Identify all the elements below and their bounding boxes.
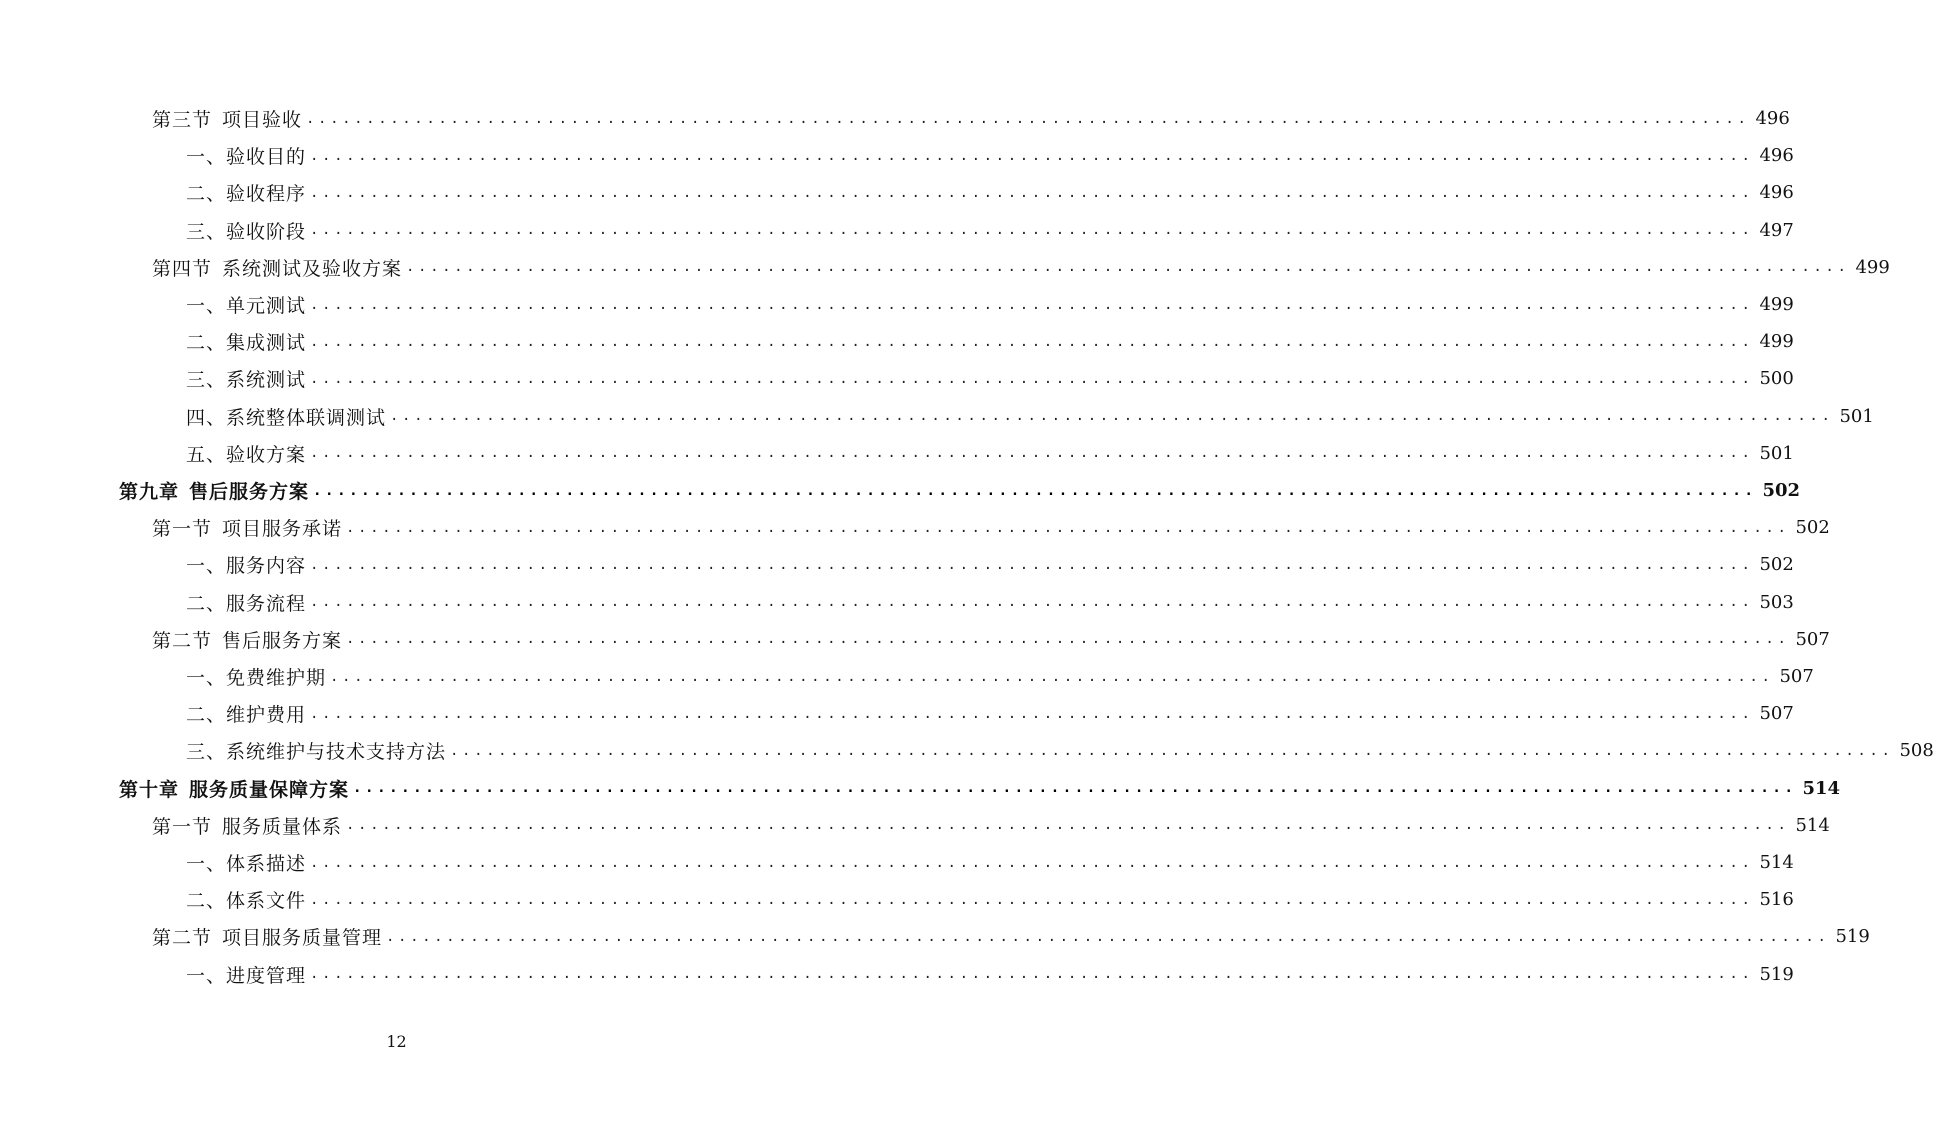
toc-entry-page: 507	[1795, 628, 1830, 650]
toc-entry-page: 502	[1795, 517, 1830, 539]
toc-entry-subsection[interactable]	[186, 546, 1794, 583]
toc-entry-number: 一、	[186, 667, 227, 689]
toc-entry-text: 验收方案	[226, 443, 307, 466]
toc-entry-page: 499	[1759, 331, 1794, 353]
toc-entry-page: 516	[1759, 889, 1794, 911]
toc-entry-number: 第一节	[152, 815, 213, 838]
toc-entry-subsection[interactable]	[186, 881, 1794, 918]
toc-entry-number: 一、	[186, 964, 227, 987]
toc-entry-text: 单元测试	[226, 295, 307, 317]
toc-entry-section[interactable]	[152, 100, 1790, 137]
toc-entry-subsection[interactable]	[186, 323, 1794, 360]
toc-entry-title	[186, 886, 306, 913]
toc-entry-subsection[interactable]	[186, 732, 1934, 769]
toc-entry-text: 项目验收	[222, 109, 303, 131]
dot-leader: ........................................................................................................................	[310, 184, 1754, 201]
dot-leader: ........................................................................................................................	[310, 556, 1754, 573]
toc-entry-page: 514	[1759, 852, 1794, 873]
toc-entry-page: 503	[1759, 591, 1794, 613]
dot-leader: ........................................................................................................................	[353, 780, 1797, 797]
toc-entry-number: 二、	[186, 332, 227, 355]
toc-entry-title	[186, 291, 306, 318]
toc-entry-number: 二、	[186, 890, 227, 913]
toc-entry-page: 496	[1759, 145, 1794, 167]
toc-entry-title	[186, 179, 306, 206]
toc-entry-title	[186, 365, 306, 392]
toc-entry-chapter[interactable]	[119, 770, 1841, 807]
toc-entry-page: 502	[1762, 480, 1801, 501]
toc-entry-title	[186, 328, 306, 355]
toc-entry-text: 集成测试	[226, 332, 307, 355]
page-number: 12	[386, 1032, 407, 1051]
toc-entry-subsection[interactable]	[186, 212, 1794, 249]
dot-leader: ........................................................................................................................	[310, 891, 1754, 908]
dot-leader: ........................................................................................................................	[330, 668, 1774, 685]
toc-entry-title	[186, 142, 306, 169]
toc-entry-text: 售后服务方案	[222, 629, 343, 652]
toc-entry-number: 一、	[186, 295, 227, 317]
toc-entry-page: 499	[1759, 294, 1794, 315]
toc-entry-subsection[interactable]	[186, 584, 1794, 621]
toc-entry-page: 496	[1759, 182, 1794, 204]
toc-entry-title	[186, 440, 306, 467]
toc-entry-number: 三、	[186, 220, 227, 243]
toc-entry-title	[152, 923, 382, 950]
toc-entry-title	[186, 961, 306, 988]
toc-entry-number: 第一节	[152, 518, 213, 541]
toc-entry-page: 514	[1802, 777, 1841, 799]
toc-entry-text: 服务质量体系	[222, 815, 343, 838]
dot-leader: ........................................................................................................................	[306, 110, 1750, 127]
toc-entry-text: 项目服务质量管理	[222, 927, 383, 950]
toc-entry-subsection[interactable]	[186, 360, 1794, 397]
toc-entry-page: 501	[1839, 405, 1874, 427]
toc-entry-number: 三、	[186, 741, 227, 764]
toc-entry-title	[186, 663, 326, 690]
dot-leader: ........................................................................................................................	[310, 854, 1754, 871]
toc-entry-subsection[interactable]	[186, 658, 1814, 695]
toc-entry-page: 501	[1759, 442, 1794, 464]
toc-entry-text: 进度管理	[226, 964, 307, 987]
toc-entry-title	[119, 775, 349, 802]
toc-entry-number: 第三节	[152, 109, 213, 131]
toc-entry-text: 体系文件	[226, 890, 307, 913]
toc-entry-page: 502	[1759, 554, 1794, 576]
toc-entry-title	[119, 477, 309, 504]
toc-entry-page: 508	[1899, 740, 1934, 762]
toc-entry-chapter[interactable]	[119, 472, 1801, 509]
dot-leader: ........................................................................................................................	[310, 966, 1754, 983]
toc-entry-number: 二、	[186, 704, 227, 727]
toc-entry-number: 二、	[186, 592, 227, 615]
toc-entry-title	[152, 105, 302, 132]
toc-entry-title	[186, 849, 306, 876]
toc-entry-title	[186, 700, 306, 727]
toc-entry-subsection[interactable]	[186, 398, 1874, 435]
toc-entry-section[interactable]	[152, 249, 1890, 286]
toc-entry-text: 项目服务承诺	[222, 518, 343, 541]
dot-leader: ........................................................................................................................	[310, 594, 1754, 611]
toc-entry-text: 系统整体联调测试	[226, 406, 387, 429]
toc-entry-subsection[interactable]	[186, 137, 1794, 174]
toc-entry-number: 第十章	[119, 778, 180, 801]
toc-entry-number: 四、	[186, 406, 227, 429]
dot-leader: ........................................................................................................................	[386, 928, 1830, 945]
toc-entry-number: 第四节	[152, 257, 213, 280]
toc-entry-section[interactable]	[152, 918, 1870, 955]
toc-entry-subsection[interactable]	[186, 286, 1794, 323]
toc-entry-text: 体系描述	[226, 853, 307, 875]
toc-entry-text: 免费维护期	[226, 667, 327, 689]
dot-leader: ........................................................................................................................	[406, 259, 1850, 276]
toc-entry-page: 507	[1779, 666, 1814, 687]
toc-entry-number: 一、	[186, 555, 227, 578]
toc-entry-title	[186, 217, 306, 244]
toc-entry-number: 三、	[186, 369, 227, 392]
toc-entry-page: 500	[1759, 368, 1794, 390]
toc-entry-number: 第二节	[152, 927, 213, 950]
toc-entry-title	[152, 254, 402, 281]
toc-entry-subsection[interactable]	[186, 695, 1794, 732]
dot-leader: ........................................................................................................................	[310, 147, 1754, 164]
toc-entry-page: 519	[1835, 926, 1870, 948]
dot-leader: ........................................................................................................................	[346, 631, 1790, 648]
toc-entry-page: 507	[1759, 703, 1794, 725]
toc-entry-text: 验收程序	[226, 183, 307, 206]
toc-entry-title	[186, 403, 386, 430]
toc-entry-number: 二、	[186, 183, 227, 206]
toc-entry-number: 第二节	[152, 629, 213, 652]
toc-entry-text: 服务质量保障方案	[189, 778, 350, 801]
toc-entry-page: 496	[1755, 108, 1790, 129]
toc-entry-subsection[interactable]	[186, 956, 1794, 993]
dot-leader: ........................................................................................................................	[390, 408, 1834, 425]
dot-leader: ........................................................................................................................	[310, 296, 1754, 313]
toc-entry-text: 售后服务方案	[189, 481, 310, 503]
toc-entry-page: 514	[1795, 814, 1830, 836]
dot-leader: ........................................................................................................................	[346, 519, 1790, 536]
toc-entry-text: 系统维护与技术支持方法	[226, 741, 447, 764]
toc-entry-subsection[interactable]	[186, 435, 1794, 472]
toc-entry-text: 维护费用	[226, 704, 307, 727]
toc-entry-number: 五、	[186, 443, 227, 466]
toc-entry-title	[152, 514, 342, 541]
dot-leader: ........................................................................................................................	[310, 222, 1754, 239]
dot-leader: ........................................................................................................................	[310, 445, 1754, 462]
toc-entry-text: 系统测试	[226, 369, 307, 392]
toc-entry-text: 服务内容	[226, 555, 307, 578]
dot-leader: ........................................................................................................................	[310, 705, 1754, 722]
dot-leader: ........................................................................................................................	[310, 333, 1754, 350]
toc-entry-title	[186, 737, 446, 764]
toc-entry-title	[186, 551, 306, 578]
toc-entry-section[interactable]	[152, 807, 1830, 844]
toc-entry-text: 验收阶段	[226, 220, 307, 243]
toc-entry-subsection[interactable]	[186, 174, 1794, 211]
toc-entry-text: 验收目的	[226, 146, 307, 169]
toc-entry-title	[186, 589, 306, 616]
toc-entry-number: 一、	[186, 853, 227, 875]
toc-entry-section[interactable]	[152, 509, 1830, 546]
toc-entry-number: 一、	[186, 146, 227, 169]
dot-leader: ........................................................................................................................	[310, 370, 1754, 387]
dot-leader: ........................................................................................................................	[346, 817, 1790, 834]
toc-entry-page: 499	[1855, 256, 1890, 278]
toc-entry-title	[152, 812, 342, 839]
toc-entry-title	[152, 626, 342, 653]
toc-entry-section[interactable]	[152, 621, 1830, 658]
toc-entry-text: 服务流程	[226, 592, 307, 615]
dot-leader: ........................................................................................................................	[450, 742, 1894, 759]
toc-entry-subsection[interactable]	[186, 844, 1794, 881]
toc-entry-page: 497	[1759, 219, 1794, 241]
toc-entry-number: 第九章	[119, 481, 180, 503]
toc-entry-text: 系统测试及验收方案	[222, 257, 403, 280]
dot-leader: ........................................................................................................................	[313, 482, 1757, 499]
toc-entry-page: 519	[1759, 963, 1794, 985]
